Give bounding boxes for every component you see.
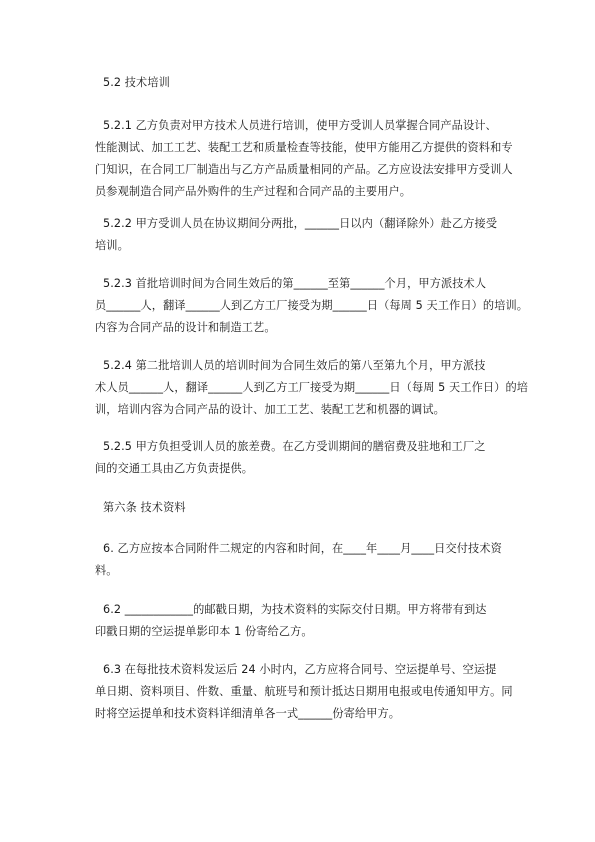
section-heading-5-2 bbox=[95, 72, 517, 94]
text-line: 单日期、资料项目、件数、重量、航班号和预计抵达日期用电报或电传通知甲方。同 bbox=[95, 685, 513, 698]
text-line: 门知识，在合同工厂制造出与乙方产品质量相同的产品。乙方应设法安排甲方受训人 bbox=[95, 163, 513, 176]
text-line: 性能测试、加工工艺、装配工艺和质量检查等技能，使甲方能用乙方提供的资料和专 bbox=[95, 141, 513, 154]
text-line: 5.2.3 首批培训时间为合同生效后的第______至第______个月，甲方派技术人 bbox=[103, 277, 487, 290]
text-line: 6.2 ____________的邮戳日期，为技术资料的实际交付日期。甲方将带有到达 bbox=[103, 603, 487, 616]
paragraph-5-2-1 bbox=[95, 115, 517, 137]
text-line: 培训。 bbox=[95, 239, 129, 252]
paragraph-5-2-4 bbox=[95, 355, 517, 377]
text-line: 印戳日期的空运提单影印本 1 份寄给乙方。 bbox=[95, 625, 313, 638]
text-line: 料。 bbox=[95, 564, 118, 577]
paragraph-6-3-cont bbox=[95, 681, 513, 725]
text-line: 第六条 技术资料 bbox=[103, 501, 186, 514]
paragraph-6-2-cont bbox=[95, 621, 509, 643]
text-line: 间的交通工具由乙方负责提供。 bbox=[95, 462, 254, 475]
paragraph-6-cont bbox=[95, 560, 509, 582]
text-line: 训，培训内容为合同产品的设计、加工工艺、装配工艺和机器的调试。 bbox=[95, 403, 445, 416]
article-heading-6 bbox=[95, 497, 517, 519]
text-line: 内容为合同产品的设计和制造工艺。 bbox=[95, 321, 276, 334]
paragraph-6-3 bbox=[95, 659, 517, 681]
text-line: 5.2.1 乙方负责对甲方技术人员进行培训，使甲方受训人员掌握合同产品设计、 bbox=[103, 119, 497, 132]
text-line: 5.2 技术培训 bbox=[103, 76, 170, 89]
text-line: 6.3 在每批技术资料发运后 24 小时内，乙方应将合同号、空运提单号、空运提 bbox=[103, 663, 497, 676]
paragraph-5-2-2 bbox=[95, 213, 517, 235]
paragraph-5-2-3 bbox=[95, 273, 517, 295]
text-line: 6. 乙方应按本合同附件二规定的内容和时间，在____年____月____日交付技术资 bbox=[103, 542, 502, 555]
text-line: 5.2.5 甲方负担受训人员的旅差费。在乙方受训期间的膳宿费及驻地和工厂之 bbox=[103, 440, 486, 453]
paragraph-6-2 bbox=[95, 599, 517, 621]
text-line: 术人员______人，翻译______人到乙方工厂接受为期______日（每周 5 天工作日）的培 bbox=[95, 381, 529, 394]
paragraph-5-2-5-cont bbox=[95, 458, 509, 480]
text-line: 5.2.2 甲方受训人员在协议期间分两批，______日以内（翻译除外）赴乙方接受 bbox=[103, 217, 498, 230]
text-line: 5.2.4 第二批培训人员的培训时间为合同生效后的第八至第九个月，甲方派技 bbox=[103, 359, 486, 372]
paragraph-5-2-5 bbox=[95, 436, 517, 458]
paragraph-5-2-2-cont bbox=[95, 235, 509, 257]
paragraph-5-2-3-cont bbox=[95, 295, 529, 339]
paragraph-6 bbox=[95, 538, 517, 560]
paragraph-5-2-1-cont bbox=[95, 137, 513, 203]
text-line: 时将空运提单和技术资料详细清单各一式______份寄给甲方。 bbox=[95, 707, 401, 720]
text-line: 员______人，翻译______人到乙方工厂接受为期______日（每周 5 天工作日）的培训。 bbox=[95, 299, 529, 312]
text-line: 员参观制造合同产品外购件的生产过程和合同产品的主要用户。 bbox=[95, 185, 412, 198]
paragraph-5-2-4-cont bbox=[95, 377, 529, 421]
